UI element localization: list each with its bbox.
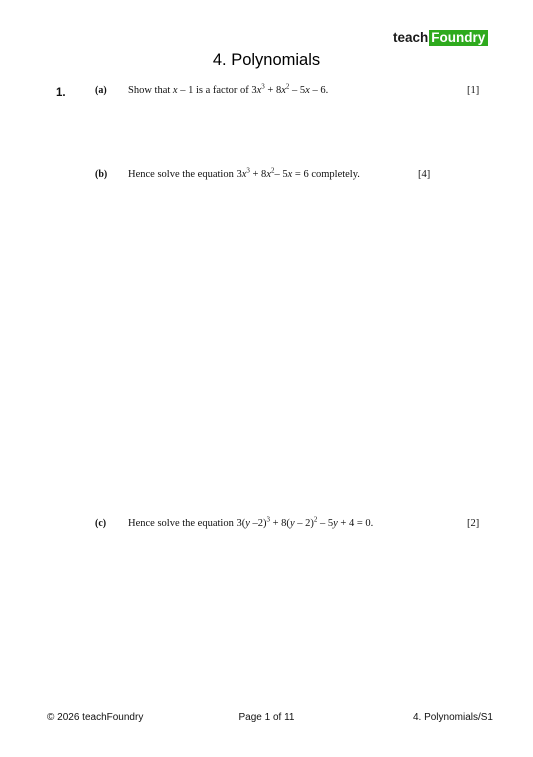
logo-teach-text: teach (393, 30, 429, 45)
question-number: 1. (56, 87, 66, 99)
part-a-marks: [1] (467, 85, 480, 96)
part-b-label: (b) (95, 169, 108, 180)
part-b-marks: [4] (418, 169, 431, 180)
footer-page-number: Page 1 of 11 (238, 712, 295, 723)
part-a-text: Show that x – 1 is a factor of $3x^3 + 8x^2 - 5x - 6$. (128, 82, 329, 96)
page-title: 4. Polynomials (212, 51, 321, 69)
footer-copyright: © 2026 teachFoundry (47, 712, 144, 723)
part-c-text: Hence solve the equation 3(y –2)$^3$ + 8(y – 2)$^2$ – 5y + 4 = 0. (128, 515, 374, 529)
part-a-label: (a) (95, 85, 107, 96)
part-c-label: (c) (95, 518, 107, 529)
teachfoundry-logo (393, 30, 488, 46)
footer-reference: 4. Polynomials/S1 (412, 712, 493, 723)
part-c-marks: [2] (467, 518, 480, 529)
logo-foundry-text: Foundry (429, 30, 488, 46)
part-b-text: Hence solve the equation $3x^3 + 8x^2-$ 5x = 6 completely. (128, 166, 360, 180)
